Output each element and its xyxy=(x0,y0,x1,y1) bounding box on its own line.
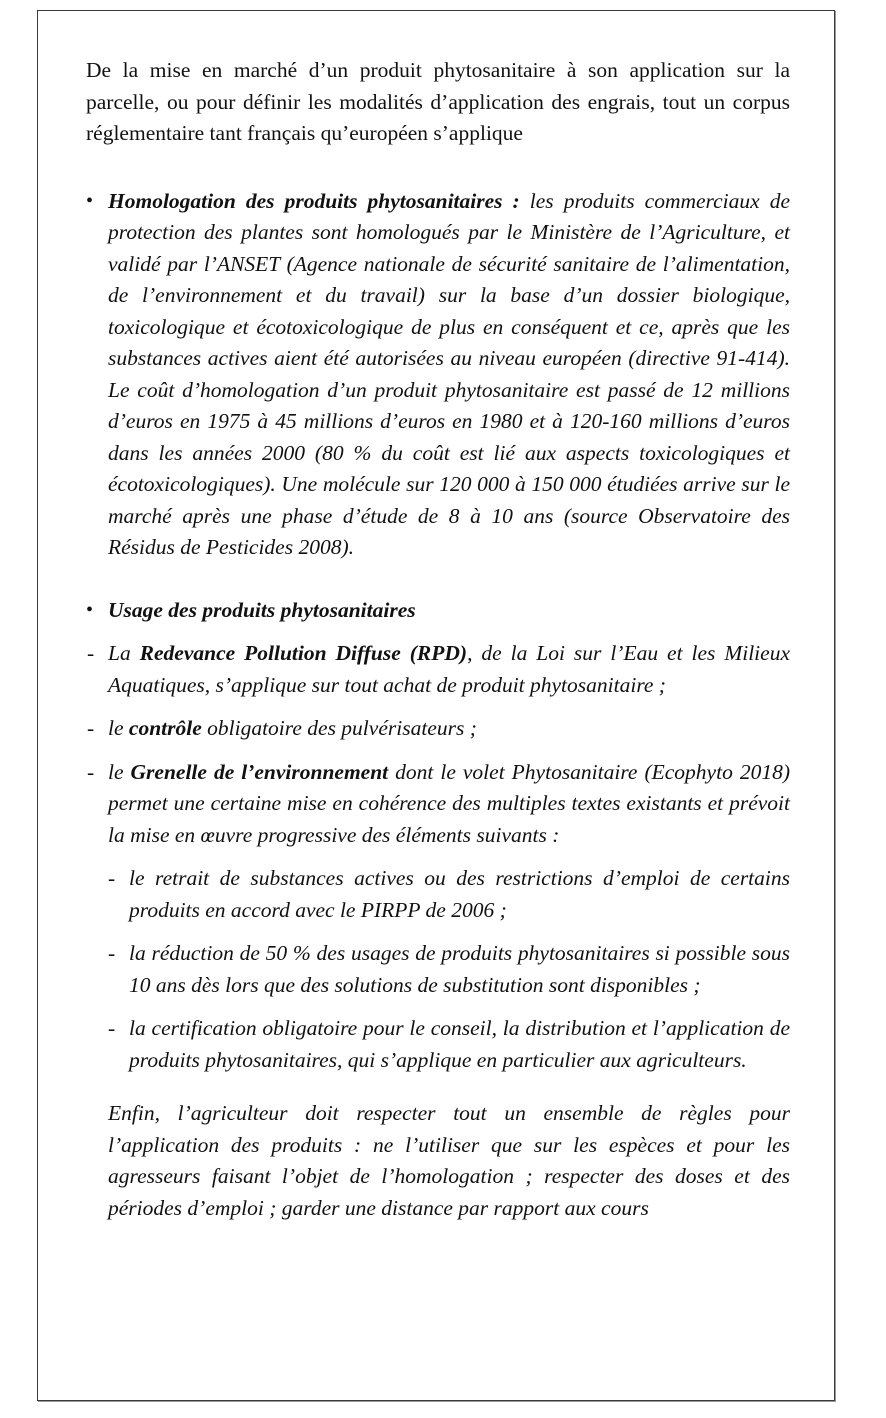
dash-item-rpd xyxy=(86,638,790,701)
nested-item-reduction xyxy=(107,938,790,1001)
dash-item-prefix: le xyxy=(108,759,131,784)
spacer xyxy=(86,1076,790,1098)
dash-item-text: , de la Loi sur l’Eau et les Milieux Aquatiques, s’applique sur tout achat de produit phytosanitaire ; xyxy=(108,641,790,697)
intro-paragraph: De la mise en marché d’un produit phytosanitaire à son application sur la parcelle, ou pour définir les modalités d’application des engrais, tout un corpus réglementaire tant français qu’européen s’applique xyxy=(86,58,790,145)
nested-item-certification xyxy=(107,1013,790,1076)
dash-item-controle xyxy=(86,713,790,745)
dash-item-text: obligatoire des pulvérisateurs ; xyxy=(201,716,477,740)
bullet-homologation-text: les produits commerciaux de protection des plantes sont homologués par le Ministère de l’Agriculture, et validé par l’ANSET (Agence nationale de sécurité sanitaire de l’alimentation, de l’environnement et du travail) sur la base d’un dossier biologique, toxicologique et écotoxicologique de plus en conséquent et ce, après que les substances actives aient été autorisées au niveau européen (directive 91-414). Le coût d’homologation d’un produit phytosanitaire est passé de 12 millions d’euros en 1975 à 45 millions d’euros en 1980 et à 120-160 millions d’euros dans les années 2000 (80 % du coût est lié aux aspects toxicologiques et écotoxicologiques). Une molécule sur 120 000 à 150 000 étudiées arrive sur le marché après une phase d’étude de 8 à 10 ans (source Observatoire des Résidus de Pesticides 2008). xyxy=(108,188,791,559)
spacer xyxy=(107,926,790,938)
dash-item-text: dont le volet Phytosanitaire (Ecophyto 2018) permet une certaine mise en cohérence des multiples textes existants et prévoit la mise en œuvre progressive des éléments suivants : xyxy=(108,759,790,847)
spacer xyxy=(86,745,790,757)
nested-item-retrait xyxy=(107,863,790,926)
nested-item-text: le retrait de substances actives ou des restrictions d’emploi de certains produits en accord avec le PIRPP de 2006 ; xyxy=(129,866,790,922)
dash-icon: - xyxy=(87,641,95,665)
spacer xyxy=(86,564,790,595)
nested-item-text: la certification obligatoire pour le conseil, la distribution et l’application de produits phytosanitaires, qui s’applique en particulier aux agriculteurs. xyxy=(129,1016,790,1072)
dash-item-grenelle xyxy=(86,757,790,852)
bullet-icon: • xyxy=(86,189,94,212)
dash-item-prefix: le xyxy=(108,716,129,740)
dash-item-bold: contrôle xyxy=(128,716,202,740)
bullet-homologation-title: Homologation des produits phytosanitaires : xyxy=(108,188,520,213)
closing-paragraph: Enfin, l’agriculteur doit respecter tout un ensemble de règles pour l’application des produits : ne l’utiliser que sur les espèces et pour les agresseurs faisant l’objet de l’homologation ; respecter des doses et des périodes d’emploi ; garder une distance par rapport aux cours xyxy=(108,1101,790,1220)
spacer xyxy=(86,626,790,638)
document-frame xyxy=(37,10,835,1401)
dash-item-bold: Redevance Pollution Diffuse (RPD) xyxy=(139,641,468,665)
dash-icon: - xyxy=(108,866,116,890)
dash-item-prefix: La xyxy=(108,641,140,665)
nested-list xyxy=(107,851,790,1076)
nested-item-text: la réduction de 50 % des usages de produits phytosanitaires si possible sous 10 ans dès lors que des solutions de substitution sont disponibles ; xyxy=(129,941,790,997)
dash-icon: - xyxy=(108,941,116,965)
bullet-icon: • xyxy=(86,598,94,621)
spacer xyxy=(107,851,790,863)
dash-icon: - xyxy=(87,716,95,740)
dash-item-bold: Grenelle de l’environnement xyxy=(130,759,389,784)
spacer xyxy=(107,1001,790,1013)
dash-icon: - xyxy=(87,759,95,784)
spacer xyxy=(86,701,790,713)
bullet-usage xyxy=(86,595,790,627)
bullet-usage-title: Usage des produits phytosanitaires xyxy=(108,597,416,622)
bullet-homologation xyxy=(86,186,790,564)
dash-icon: - xyxy=(108,1016,116,1040)
document-body xyxy=(86,55,790,1224)
